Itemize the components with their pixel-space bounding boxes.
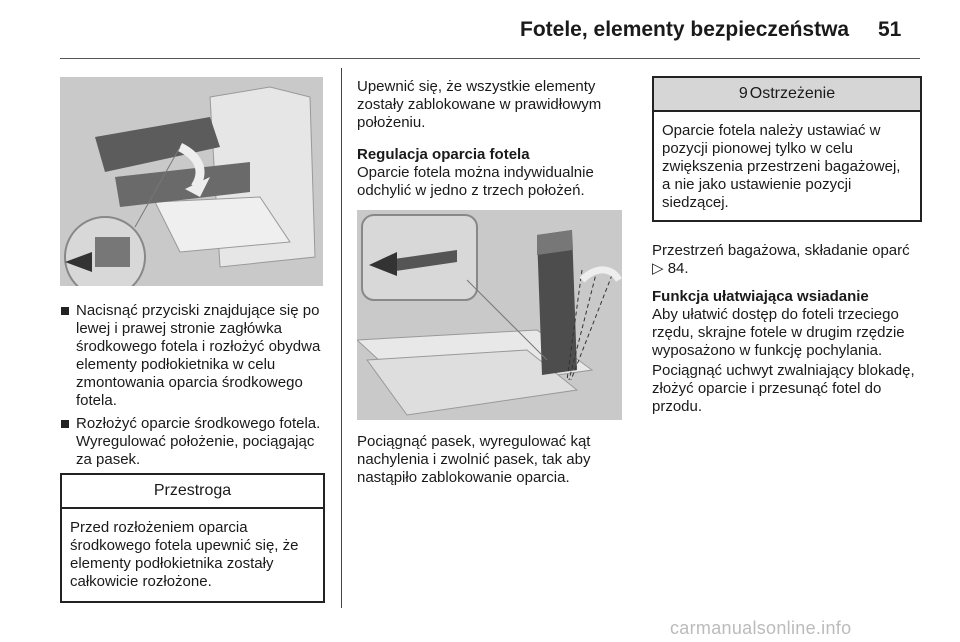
page-number: 51 [878, 18, 902, 41]
bullet-square-icon [61, 420, 69, 428]
armrest-illustration [60, 77, 323, 286]
instruction-list [60, 302, 326, 474]
warning-header [654, 78, 920, 112]
warning-box [652, 76, 922, 222]
after-figure-text: Pociągnąć pasek, wyregulować kąt nachylenia i zwolnić pasek, tak aby nastąpiło zablokowanie oparcia. [357, 433, 591, 486]
reference-arrow-icon: ▷ [652, 260, 664, 277]
header-divider [60, 58, 920, 59]
reference-page[interactable]: 84. [667, 260, 689, 277]
section-heading: Regulacja oparcia fotela [357, 146, 530, 163]
feature-text: Aby ułatwić dostęp do foteli trzeciego rzędu, skrajne fotele w drugim rzędzie wyposażono w funkcję pochylania. [652, 306, 905, 359]
column-divider [341, 68, 342, 608]
list-item: Nacisnąć przyciski znajdujące się po lewej i prawej stronie zagłówka środkowego fotela i rozłożyć obydwa elementy podłokietnika w celu zmontowania oparcia środkowego fotela. [60, 302, 326, 410]
warning-triangle-icon: 9 [738, 85, 748, 102]
warning-title: Ostrzeżenie [749, 85, 836, 102]
section-text: Oparcie fotela można indywidualnie odchylić w jedno z trzech położeń. [357, 164, 594, 199]
page-title: Fotele, elementy bezpieczeństwa [520, 18, 850, 41]
caution-title: Przestroga [62, 475, 323, 509]
feature-text-2: Pociągnąć uchwyt zwalniający blokadę, złożyć oparcie i przesunąć fotel do przodu. [652, 362, 915, 415]
bullet-square-icon [61, 307, 69, 315]
caution-box [60, 473, 325, 603]
cross-reference: Przestrzeń bagażowa, składanie oparć ▷ 84. [652, 242, 910, 277]
watermark: carmanualsonline.info [670, 618, 852, 638]
list-item: Rozłożyć oparcie środkowego fotela. Wyregulować położenie, pociągając za pasek. [60, 415, 326, 469]
caution-body: Przed rozłożeniem oparcia środkowego fotela upewnić się, że elementy podłokietnika zostały całkowicie rozłożone. [70, 519, 299, 590]
warning-body: Oparcie fotela należy ustawiać w pozycji pionowej tylko w celu zwiększenia przestrzeni bagażowej, a nie jako ustawienie pozycji siedzącej. [662, 122, 901, 211]
backrest-illustration [357, 210, 622, 420]
feature-heading: Funkcja ułatwiająca wsiadanie [652, 288, 869, 305]
intro-text: Upewnić się, że wszystkie elementy zostały zablokowane w prawidłowym położeniu. [357, 78, 602, 131]
